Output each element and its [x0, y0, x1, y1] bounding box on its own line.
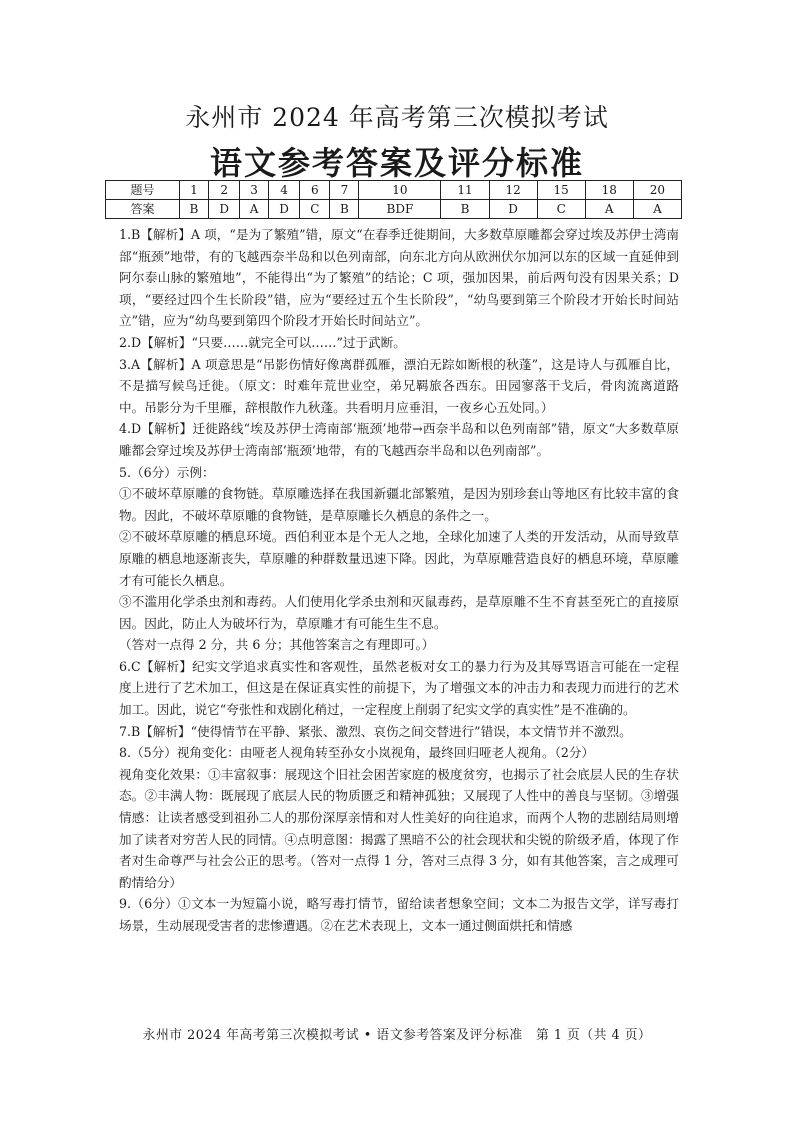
question-number: 20: [633, 181, 681, 200]
answer-cell: A: [633, 200, 681, 219]
explanation-q2: 2.D【解析】“只要……就完全可以……”过于武断。: [119, 334, 406, 350]
exam-title: 永州市 2024 年高考第三次模拟考试: [185, 103, 609, 132]
explanation-q9: 9.（6分）①文本一为短篇小说，略写毒打情节，留给读者想象空间；文本二为报告文学，详写毒打场景，生动展现受害者的悲惨遭遇。②在艺术表现上，文本一通过侧面烘托和情感: [119, 896, 679, 933]
question-number: 11: [441, 181, 489, 200]
page-footer: 永州市 2024 年高考第三次模拟考试 • 语文参考答案及评分标准 第 1 页（共 4 页）: [142, 1028, 652, 1043]
question-number: 4: [268, 181, 299, 200]
answer-cell: A: [240, 200, 269, 219]
explanation-q7: 7.B【解析】“使得情节在平静、紧张、激烈、哀伤之间交替进行”错误，本文情节并不激烈。: [119, 723, 632, 739]
answer-cell: A: [585, 200, 633, 219]
explanation-q5-heading: 5.（6分）示例：: [119, 464, 215, 480]
explanation-q1: 1.B【解析】A 项，“是为了繁殖”错，原文“在春季迁徙期间，大多数草原雕都会穿过埃及苏伊士湾南部“瓶颈”地带，有的飞越西奈半岛和以色列南部，向东北方向从欧洲伏尔加河以东的区域一直延伸到阿尔泰山脉的繁殖地”，不能得出“为了繁殖”的结论；C 项，强加因果，前后两句没有因果关系；D 项，“要经过四个生长阶段”错，应为“要经过五个生长阶段”，“幼鸟要到第三个阶段才开始长时间站立”错，应为“幼鸟要到第四个阶段才开始长时间站立”。: [119, 227, 679, 329]
explanation-q5-scoring: （答对一点得 2 分，共 6 分；其他答案言之有理即可。）: [119, 637, 435, 653]
question-number: 12: [489, 181, 537, 200]
row-label-answer: 答案: [106, 200, 180, 219]
question-number: 7: [330, 181, 359, 200]
explanation-q6: 6.C【解析】纪实文学追求真实性和客观性，虽然老板对女工的暴力行为及其辱骂语言可能在一定程度上进行了艺术加工，但这是在保证真实性的前提下，为了增强文本的冲击力和表现力而进行的艺术加工。因此，说它“夸张性和戏剧化稍过，一定程度上削弱了纪实文学的真实性”是不准确的。: [119, 658, 679, 718]
question-number-row: [106, 181, 682, 200]
question-number: 2: [208, 181, 239, 200]
answer-cell: C: [537, 200, 585, 219]
answer-cell: D: [489, 200, 537, 219]
answer-cell: BDF: [359, 200, 441, 219]
question-number: 3: [240, 181, 269, 200]
answer-cell: B: [441, 200, 489, 219]
explanation-q5-point1: ①不破坏草原雕的食物链。草原雕选择在我国新疆北部繁殖，是因为别珍套山等地区有比较丰富的食物。因此，不破坏草原雕的食物链，是草原雕长久栖息的条件之一。: [119, 486, 679, 523]
explanation-q4: 4.D【解析】迁徙路线“埃及苏伊士湾南部‘瓶颈’地带→西奈半岛和以色列南部”错，原文“大多数草原雕都会穿过埃及苏伊士湾南部‘瓶颈’地带，有的飞越西奈半岛和以色列南部”。: [119, 421, 679, 458]
answer-cell: B: [179, 200, 208, 219]
answer-cell: D: [208, 200, 239, 219]
question-number: 10: [359, 181, 441, 200]
explanation-q8-effect: 视角变化效果：①丰富叙事：展现这个旧社会困苦家庭的极度贫穷，也揭示了社会底层人民的生存状态。②丰满人物：既展现了底层人民的物质匮乏和精神孤独；又展现了人性中的善良与坚韧。③增强情感：让读者感受到祖孙二人的那份深厚亲情和对人性美好的向往追求，而两个人物的悲剧结局则增加了读者对穷苦人民的同情。④点明意图：揭露了黑暗不公的社会现状和尖锐的阶级矛盾，体现了作者对生命尊严与社会公正的思考。（答对一点得 1 分，答对三点得 3 分，如有其他答案，言之成理可酌情给分）: [119, 766, 679, 890]
explanation-q3: 3.A【解析】A 项意思是“吊影伤情好像离群孤雁，漂泊无踪如断根的秋蓬”，这是诗人与孤雁自比，不是描写候鸟迁徙。（原文：时难年荒世业空，弟兄羁旅各西东。田园寥落干戈后，骨肉流离道路中。吊影分为千里雁，辞根散作九秋蓬。共看明月应垂泪，一夜乡心五处同。）: [119, 356, 679, 415]
answer-table: [105, 180, 682, 219]
explanation-q8-perspective: 8.（5分）视角变化：由哑老人视角转至孙女小岚视角，最终回归哑老人视角。（2分）: [119, 745, 595, 761]
answer-explanations: [119, 224, 679, 937]
question-number: 18: [585, 181, 633, 200]
question-number: 15: [537, 181, 585, 200]
answer-cell: B: [330, 200, 359, 219]
document-subtitle: 语文参考答案及评分标准: [209, 144, 584, 182]
explanation-q5-point2: ②不破坏草原雕的栖息环境。西伯利亚本是个无人之地，全球化加速了人类的开发活动，从而导致草原雕的栖息地逐渐丧失，草原雕的种群数量迅速下降。因此，为草原雕营造良好的栖息环境，草原雕才有可能长久栖息。: [119, 529, 679, 588]
explanation-q5-point3: ③不滥用化学杀虫剂和毒药。人们使用化学杀虫剂和灭鼠毒药，是草原雕不生不育甚至死亡的直接原因。因此，防止人为破坏行为，草原雕才有可能生生不息。: [119, 594, 679, 631]
row-label-question: 题号: [106, 181, 180, 200]
answer-row: [106, 200, 682, 219]
answer-cell: C: [300, 200, 330, 219]
answer-cell: D: [268, 200, 299, 219]
question-number: 1: [179, 181, 208, 200]
question-number: 6: [300, 181, 330, 200]
